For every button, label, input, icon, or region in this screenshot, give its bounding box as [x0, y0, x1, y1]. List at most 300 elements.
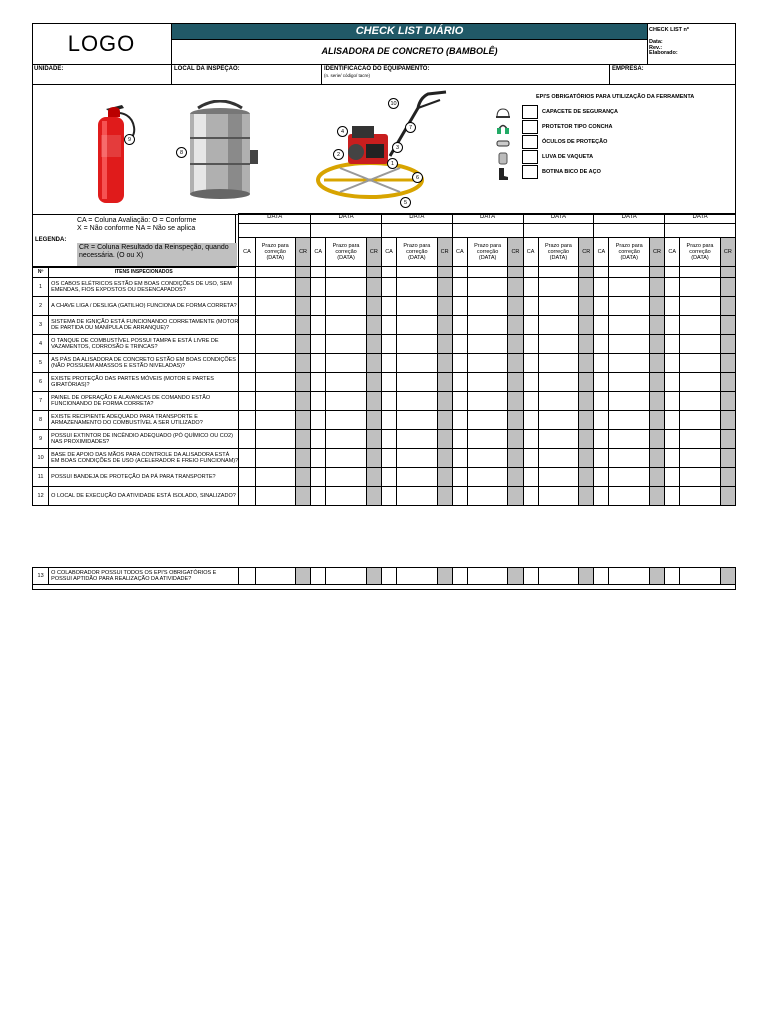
ca-cell[interactable] [665, 449, 680, 468]
prazo-cell[interactable] [680, 316, 720, 335]
epi-checkbox[interactable] [522, 150, 538, 164]
ca-cell[interactable] [311, 278, 326, 297]
cr-cell[interactable] [366, 335, 381, 354]
unidade-field[interactable]: UNIDADE: [32, 65, 172, 85]
cr-cell[interactable] [720, 468, 735, 487]
prazo-cell[interactable] [538, 392, 578, 411]
ca-cell[interactable] [452, 316, 467, 335]
cr-cell[interactable] [437, 354, 452, 373]
cr-cell[interactable] [295, 354, 310, 373]
ca-cell[interactable] [239, 335, 255, 354]
cr-cell[interactable] [295, 411, 310, 430]
prazo-cell[interactable] [538, 316, 578, 335]
prazo-cell[interactable] [609, 449, 649, 468]
cr-cell[interactable] [720, 297, 735, 316]
prazo-cell[interactable] [326, 373, 366, 392]
cr-cell[interactable] [508, 316, 523, 335]
cr-cell[interactable] [437, 430, 452, 449]
prazo-cell[interactable] [326, 278, 366, 297]
ca-cell[interactable] [452, 468, 467, 487]
ca-cell[interactable] [665, 316, 680, 335]
cr-cell[interactable] [295, 373, 310, 392]
prazo-cell[interactable] [255, 430, 295, 449]
ca-cell[interactable] [239, 468, 255, 487]
cr-cell[interactable] [366, 354, 381, 373]
cr-cell[interactable] [437, 449, 452, 468]
cr-cell[interactable] [366, 568, 381, 585]
prazo-cell[interactable] [680, 354, 720, 373]
cr-cell[interactable] [649, 487, 664, 506]
ca-cell[interactable] [665, 392, 680, 411]
prazo-cell[interactable] [609, 568, 649, 585]
ca-cell[interactable] [452, 449, 467, 468]
ca-cell[interactable] [594, 430, 609, 449]
prazo-cell[interactable] [609, 411, 649, 430]
prazo-cell[interactable] [326, 487, 366, 506]
ca-cell[interactable] [523, 316, 538, 335]
prazo-header: Prazo para correção (DATA) [326, 238, 366, 267]
ca-cell[interactable] [381, 278, 396, 297]
prazo-cell[interactable] [680, 430, 720, 449]
ca-cell[interactable] [452, 335, 467, 354]
prazo-cell[interactable] [609, 335, 649, 354]
ca-cell[interactable] [239, 568, 255, 585]
cr-cell[interactable] [720, 411, 735, 430]
ca-cell[interactable] [311, 373, 326, 392]
prazo-cell[interactable] [255, 335, 295, 354]
prazo-cell[interactable] [397, 392, 437, 411]
prazo-cell[interactable] [538, 354, 578, 373]
cr-cell[interactable] [295, 468, 310, 487]
prazo-cell[interactable] [326, 430, 366, 449]
prazo-cell[interactable] [326, 354, 366, 373]
ca-cell[interactable] [381, 411, 396, 430]
prazo-cell[interactable] [397, 449, 437, 468]
prazo-cell[interactable] [255, 373, 295, 392]
ca-cell[interactable] [239, 297, 255, 316]
prazo-cell[interactable] [255, 278, 295, 297]
prazo-cell[interactable] [255, 354, 295, 373]
prazo-cell[interactable] [397, 354, 437, 373]
ca-cell[interactable] [239, 392, 255, 411]
prazo-cell[interactable] [467, 487, 507, 506]
prazo-cell[interactable] [467, 392, 507, 411]
ca-cell[interactable] [311, 316, 326, 335]
ca-cell[interactable] [594, 468, 609, 487]
cr-cell[interactable] [366, 278, 381, 297]
cr-cell[interactable] [720, 278, 735, 297]
cr-cell[interactable] [720, 449, 735, 468]
ca-cell[interactable] [381, 430, 396, 449]
cr-cell[interactable] [579, 316, 594, 335]
cr-cell[interactable] [295, 449, 310, 468]
prazo-cell[interactable] [680, 487, 720, 506]
prazo-cell[interactable] [397, 316, 437, 335]
ca-cell[interactable] [381, 449, 396, 468]
cr-cell[interactable] [720, 430, 735, 449]
ca-cell[interactable] [665, 430, 680, 449]
prazo-cell[interactable] [538, 278, 578, 297]
cr-cell[interactable] [579, 392, 594, 411]
ca-cell[interactable] [239, 487, 255, 506]
prazo-cell[interactable] [609, 487, 649, 506]
date-input[interactable] [523, 224, 594, 238]
cr-cell[interactable] [366, 316, 381, 335]
cr-cell[interactable] [366, 373, 381, 392]
cr-cell[interactable] [649, 411, 664, 430]
ca-cell[interactable] [594, 568, 609, 585]
cr-cell[interactable] [366, 297, 381, 316]
cr-cell[interactable] [295, 316, 310, 335]
cr-cell[interactable] [437, 335, 452, 354]
ca-cell[interactable] [311, 335, 326, 354]
cr-cell[interactable] [508, 354, 523, 373]
prazo-cell[interactable] [538, 335, 578, 354]
prazo-cell[interactable] [467, 316, 507, 335]
cr-cell[interactable] [295, 568, 310, 585]
ca-cell[interactable] [311, 297, 326, 316]
cr-cell[interactable] [579, 335, 594, 354]
prazo-cell[interactable] [680, 449, 720, 468]
prazo-cell[interactable] [609, 316, 649, 335]
prazo-cell[interactable] [255, 449, 295, 468]
prazo-cell[interactable] [538, 411, 578, 430]
item-number: 9 [33, 430, 49, 449]
cr-cell[interactable] [437, 392, 452, 411]
cr-cell[interactable] [508, 411, 523, 430]
date-input[interactable] [381, 224, 452, 238]
ca-cell[interactable] [239, 411, 255, 430]
ca-cell[interactable] [311, 449, 326, 468]
ca-cell[interactable] [239, 278, 255, 297]
ca-cell[interactable] [523, 392, 538, 411]
ca-cell[interactable] [523, 354, 538, 373]
date-input[interactable] [452, 224, 523, 238]
cr-cell[interactable] [579, 449, 594, 468]
cr-cell[interactable] [437, 468, 452, 487]
prazo-cell[interactable] [538, 487, 578, 506]
ca-cell[interactable] [523, 487, 538, 506]
ca-cell[interactable] [239, 354, 255, 373]
cr-cell[interactable] [508, 487, 523, 506]
ca-cell[interactable] [381, 373, 396, 392]
prazo-cell[interactable] [326, 449, 366, 468]
cr-header: CR [437, 238, 452, 267]
prazo-cell[interactable] [397, 335, 437, 354]
ca-cell[interactable] [523, 568, 538, 585]
cr-cell[interactable] [366, 487, 381, 506]
prazo-cell[interactable] [467, 278, 507, 297]
ca-cell[interactable] [381, 568, 396, 585]
prazo-cell[interactable] [255, 392, 295, 411]
prazo-cell[interactable] [680, 297, 720, 316]
prazo-cell[interactable] [255, 316, 295, 335]
prazo-cell[interactable] [538, 468, 578, 487]
cr-cell[interactable] [366, 468, 381, 487]
prazo-cell[interactable] [467, 449, 507, 468]
cr-cell[interactable] [649, 373, 664, 392]
ca-cell[interactable] [594, 392, 609, 411]
cr-cell[interactable] [508, 297, 523, 316]
cr-cell[interactable] [720, 316, 735, 335]
cr-cell[interactable] [579, 411, 594, 430]
ca-cell[interactable] [381, 392, 396, 411]
ca-cell[interactable] [523, 430, 538, 449]
date-input[interactable] [311, 224, 382, 238]
ca-cell[interactable] [594, 487, 609, 506]
prazo-cell[interactable] [467, 373, 507, 392]
ca-cell[interactable] [311, 430, 326, 449]
prazo-cell[interactable] [326, 335, 366, 354]
prazo-cell[interactable] [255, 297, 295, 316]
cr-cell[interactable] [579, 568, 594, 585]
prazo-cell[interactable] [397, 297, 437, 316]
cr-cell[interactable] [649, 392, 664, 411]
prazo-cell[interactable] [467, 354, 507, 373]
cr-cell[interactable] [579, 487, 594, 506]
date-input[interactable] [665, 224, 736, 238]
identificacao-field[interactable] [322, 65, 610, 85]
cr-cell[interactable] [437, 297, 452, 316]
cr-cell[interactable] [295, 297, 310, 316]
cr-cell[interactable] [508, 278, 523, 297]
cr-cell[interactable] [295, 335, 310, 354]
cr-cell[interactable] [508, 430, 523, 449]
ca-cell[interactable] [381, 468, 396, 487]
prazo-cell[interactable] [326, 297, 366, 316]
cr-cell[interactable] [508, 373, 523, 392]
ca-cell[interactable] [381, 487, 396, 506]
ca-cell[interactable] [665, 335, 680, 354]
ca-cell[interactable] [523, 373, 538, 392]
ca-cell[interactable] [452, 568, 467, 585]
prazo-cell[interactable] [538, 297, 578, 316]
prazo-cell[interactable] [397, 468, 437, 487]
prazo-cell[interactable] [326, 392, 366, 411]
ca-cell[interactable] [523, 278, 538, 297]
prazo-cell[interactable] [467, 468, 507, 487]
ca-cell[interactable] [381, 297, 396, 316]
epi-checkbox[interactable] [522, 105, 538, 119]
ca-cell[interactable] [452, 278, 467, 297]
ca-cell[interactable] [239, 373, 255, 392]
ca-cell[interactable] [594, 335, 609, 354]
cr-cell[interactable] [508, 449, 523, 468]
ca-cell[interactable] [594, 449, 609, 468]
epi-checkbox[interactable] [522, 135, 538, 149]
cr-cell[interactable] [508, 468, 523, 487]
ca-cell[interactable] [311, 411, 326, 430]
cr-cell[interactable] [579, 354, 594, 373]
cr-cell[interactable] [649, 468, 664, 487]
table-row [33, 373, 736, 392]
prazo-cell[interactable] [397, 430, 437, 449]
cr-cell[interactable] [366, 430, 381, 449]
cr-cell[interactable] [720, 335, 735, 354]
cr-cell[interactable] [366, 411, 381, 430]
ca-cell[interactable] [239, 316, 255, 335]
ca-cell[interactable] [239, 430, 255, 449]
cr-cell[interactable] [437, 316, 452, 335]
cr-cell[interactable] [649, 568, 664, 585]
prazo-cell[interactable] [680, 392, 720, 411]
prazo-cell[interactable] [609, 430, 649, 449]
ca-cell[interactable] [239, 449, 255, 468]
cr-cell[interactable] [508, 335, 523, 354]
ca-cell[interactable] [381, 354, 396, 373]
prazo-cell[interactable] [397, 373, 437, 392]
ca-cell[interactable] [311, 354, 326, 373]
ca-cell[interactable] [594, 373, 609, 392]
prazo-cell[interactable] [255, 468, 295, 487]
ca-cell[interactable] [452, 373, 467, 392]
ca-cell[interactable] [665, 411, 680, 430]
ca-cell[interactable] [452, 411, 467, 430]
ca-cell[interactable] [665, 568, 680, 585]
ca-cell[interactable] [452, 487, 467, 506]
ca-cell[interactable] [381, 335, 396, 354]
ca-cell[interactable] [311, 392, 326, 411]
prazo-cell[interactable] [467, 568, 507, 585]
cr-cell[interactable] [579, 297, 594, 316]
prazo-cell[interactable] [609, 278, 649, 297]
ca-cell[interactable] [311, 568, 326, 585]
prazo-cell[interactable] [680, 373, 720, 392]
local-field[interactable]: LOCAL DA INSPEÇÃO: [172, 65, 322, 85]
cr-cell[interactable] [295, 278, 310, 297]
prazo-cell[interactable] [467, 411, 507, 430]
prazo-cell[interactable] [397, 278, 437, 297]
ca-cell[interactable] [665, 354, 680, 373]
data-header: DATA [665, 214, 736, 224]
cr-cell[interactable] [649, 335, 664, 354]
prazo-cell[interactable] [467, 430, 507, 449]
prazo-cell[interactable] [467, 297, 507, 316]
cr-cell[interactable] [579, 430, 594, 449]
cr-cell[interactable] [437, 487, 452, 506]
ca-cell[interactable] [452, 354, 467, 373]
prazo-cell[interactable] [609, 354, 649, 373]
prazo-cell[interactable] [680, 335, 720, 354]
epi-checkbox[interactable] [522, 165, 538, 179]
ca-cell[interactable] [523, 297, 538, 316]
cr-cell[interactable] [579, 373, 594, 392]
cr-cell[interactable] [508, 568, 523, 585]
prazo-cell[interactable] [680, 278, 720, 297]
prazo-cell[interactable] [326, 316, 366, 335]
ca-cell[interactable] [523, 449, 538, 468]
cr-cell[interactable] [437, 411, 452, 430]
prazo-cell[interactable] [538, 430, 578, 449]
prazo-cell[interactable] [538, 449, 578, 468]
prazo-cell[interactable] [255, 411, 295, 430]
cr-cell[interactable] [295, 487, 310, 506]
prazo-cell[interactable] [680, 468, 720, 487]
ca-cell[interactable] [665, 468, 680, 487]
ca-cell[interactable] [665, 487, 680, 506]
cr-cell[interactable] [720, 392, 735, 411]
prazo-cell[interactable] [326, 568, 366, 585]
ca-cell[interactable] [311, 468, 326, 487]
prazo-cell[interactable] [680, 411, 720, 430]
data-header: DATA [452, 214, 523, 224]
cr-cell[interactable] [295, 392, 310, 411]
prazo-cell[interactable] [609, 373, 649, 392]
cr-cell[interactable] [649, 278, 664, 297]
ca-cell[interactable] [665, 373, 680, 392]
ca-cell[interactable] [594, 316, 609, 335]
epi-item: PROTETOR TIPO CONCHA [494, 120, 613, 134]
ca-cell[interactable] [665, 297, 680, 316]
cr-cell[interactable] [437, 278, 452, 297]
prazo-cell[interactable] [609, 392, 649, 411]
cr-cell[interactable] [649, 316, 664, 335]
prazo-cell[interactable] [326, 468, 366, 487]
cr-cell[interactable] [579, 468, 594, 487]
prazo-cell[interactable] [467, 335, 507, 354]
info-row [32, 64, 736, 85]
ca-cell[interactable] [594, 354, 609, 373]
cr-cell[interactable] [649, 449, 664, 468]
ca-cell[interactable] [594, 278, 609, 297]
prazo-cell[interactable] [397, 411, 437, 430]
prazo-cell[interactable] [255, 568, 295, 585]
cr-cell[interactable] [649, 297, 664, 316]
prazo-cell[interactable] [397, 568, 437, 585]
cr-cell[interactable] [437, 568, 452, 585]
ca-cell[interactable] [665, 278, 680, 297]
ca-cell[interactable] [311, 487, 326, 506]
cr-cell[interactable] [366, 392, 381, 411]
prazo-cell[interactable] [538, 373, 578, 392]
epi-checkbox[interactable] [522, 120, 538, 134]
cr-cell[interactable] [720, 354, 735, 373]
prazo-cell[interactable] [609, 468, 649, 487]
cr-cell[interactable] [366, 449, 381, 468]
cr-cell[interactable] [720, 373, 735, 392]
ca-cell[interactable] [594, 411, 609, 430]
date-input[interactable] [239, 224, 311, 238]
date-input[interactable] [594, 224, 665, 238]
prazo-cell[interactable] [609, 297, 649, 316]
ca-cell[interactable] [523, 411, 538, 430]
cr-cell[interactable] [720, 568, 735, 585]
ca-cell[interactable] [452, 392, 467, 411]
cr-cell[interactable] [649, 430, 664, 449]
cr-cell[interactable] [437, 373, 452, 392]
prazo-header: Prazo para correção (DATA) [538, 238, 578, 267]
cr-cell[interactable] [720, 487, 735, 506]
empresa-field[interactable]: EMPRESA: [612, 66, 644, 72]
prazo-cell[interactable] [538, 568, 578, 585]
cr-cell[interactable] [295, 430, 310, 449]
item-number: 1 [33, 278, 49, 297]
ca-cell[interactable] [523, 335, 538, 354]
cr-cell[interactable] [649, 354, 664, 373]
ca-cell[interactable] [594, 297, 609, 316]
item-text: PAINEL DE OPERAÇÃO E ALAVANCAS DE COMANDO ESTÃO FUNCIONANDO DE FORMA CORRETA? [49, 392, 239, 411]
ca-cell[interactable] [381, 316, 396, 335]
prazo-cell[interactable] [255, 487, 295, 506]
cr-cell[interactable] [508, 392, 523, 411]
ca-cell[interactable] [452, 430, 467, 449]
prazo-cell[interactable] [326, 411, 366, 430]
prazo-cell[interactable] [397, 487, 437, 506]
prazo-cell[interactable] [680, 568, 720, 585]
cr-cell[interactable] [579, 278, 594, 297]
ca-cell[interactable] [452, 297, 467, 316]
ca-cell[interactable] [523, 468, 538, 487]
